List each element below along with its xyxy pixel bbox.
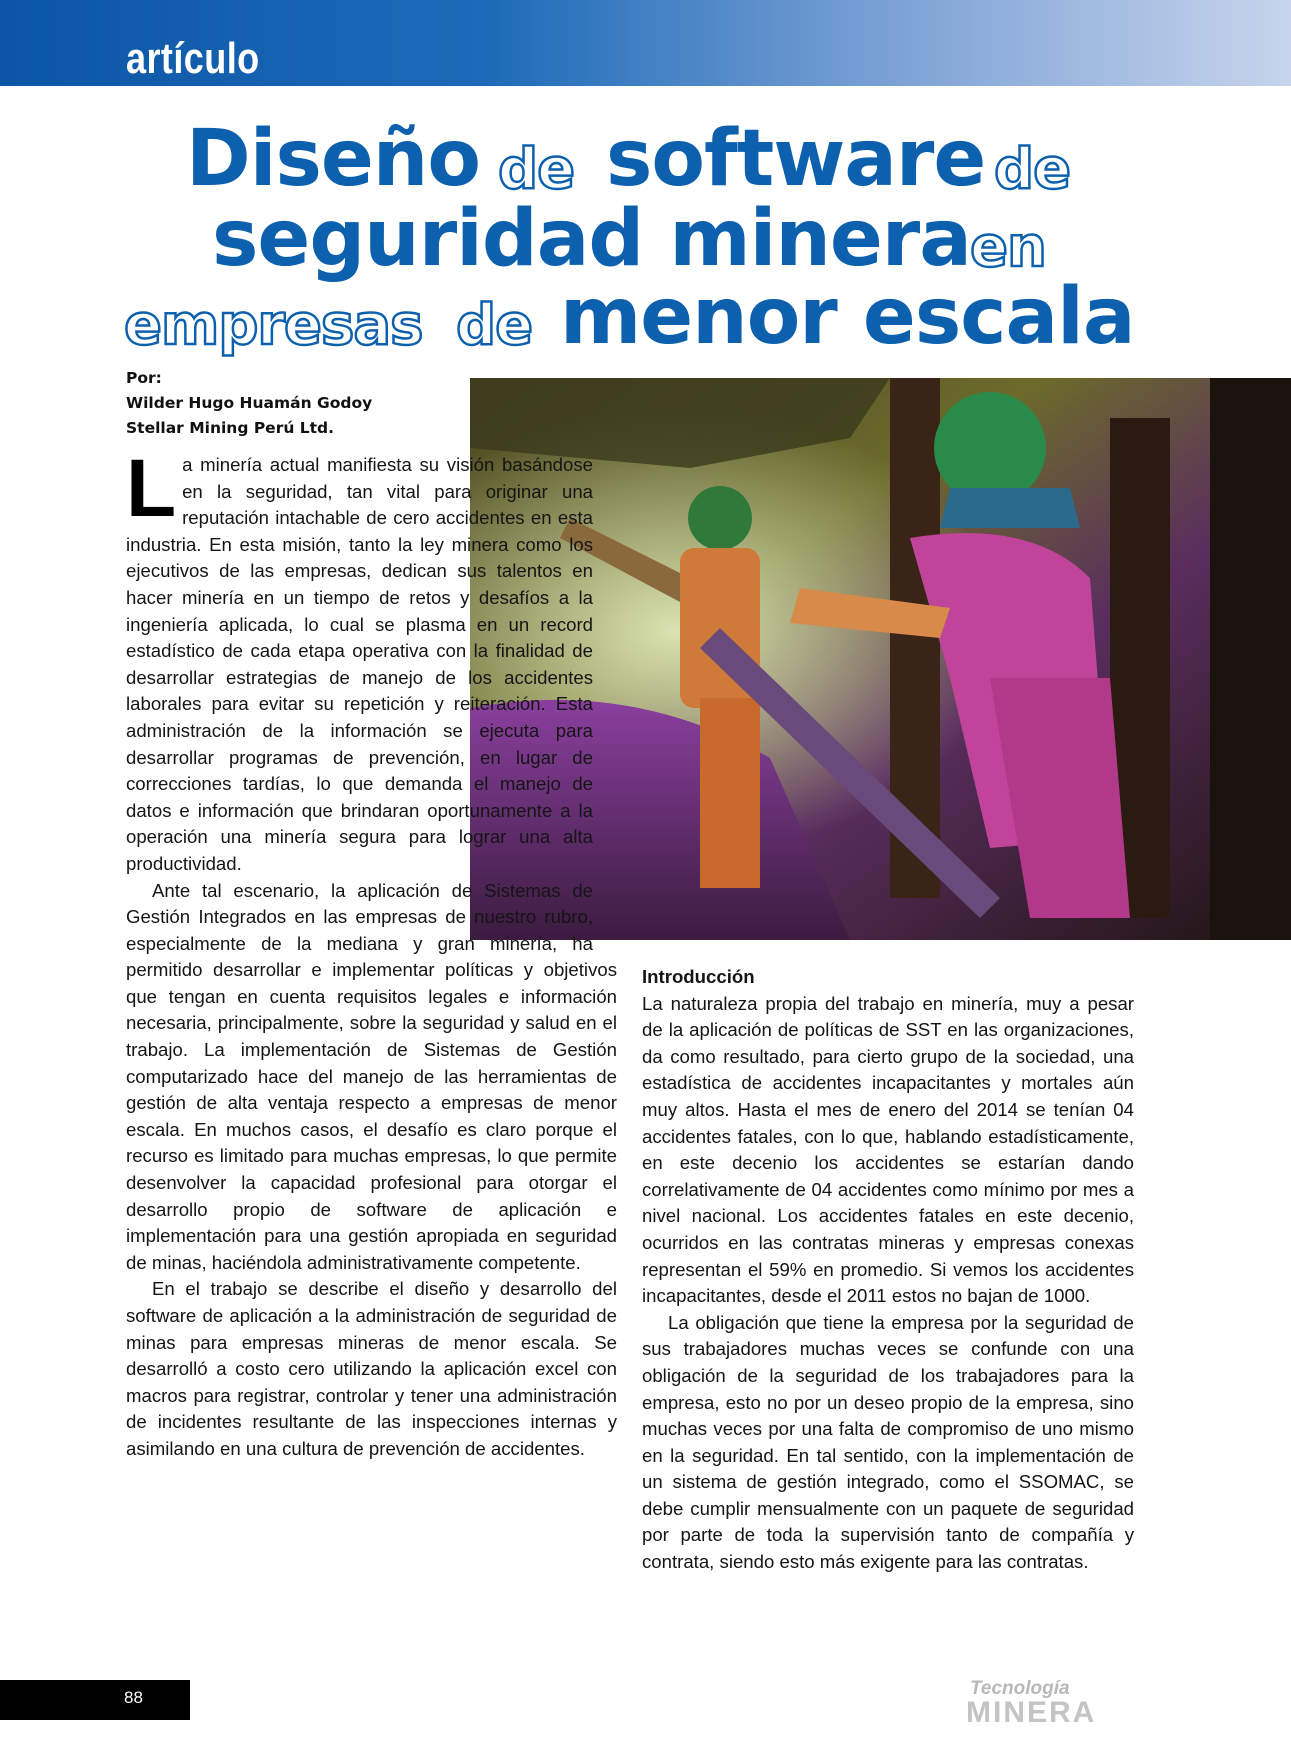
byline-author: Wilder Hugo Huamán Godoy bbox=[126, 394, 373, 412]
intro-paragraph bbox=[126, 443, 617, 878]
paragraph: En el trabajo se describe el diseño y desarrollo del software de aplicación a la administración de seguridad de minas para empresas mineras de menor escala. Se desarrolló a costo cero utilizando la aplicación excel con macros para registrar, controlar y tener una administración de incidentes resultante de las inspecciones internas y asimilando en una cultura de prevención de accidentes. bbox=[126, 1278, 617, 1459]
paragraph: La obligación que tiene la empresa por la seguridad de sus trabajadores muchas veces se confunde con una obligación de la seguridad de los trabajadores para la empresa, esto no por un deseo propio de la empresa, sino muchas veces por una falta de compromiso de uno mismo en la seguridad. En tal sentido, con la implementación de un sistema de gestión integrado, como el SSOMAC, se debe cumplir mensualmente con un paquete de seguridad por parte de toda la supervisión tanto de compañía y contrata, siendo esto más exigente para las contratas. bbox=[642, 1311, 1134, 1573]
footer-bar bbox=[0, 1680, 190, 1720]
paragraph: Ante tal escenario, la aplicación de Sistemas de Gestión Integrados en las empresas de nuestro rubro, especialmente de la mediana y gran minería, ha permitido desarrollar e implementar políticas y objetivos que tengan en cuenta requisitos legales e información necesaria, principalmente, sobre la seguridad y salud en el trabajo. La implementación de Sistemas de Gestión computarizado hace del manejo de las herramientas de gestión de alta ventaja respecto a empresas de menor escala. En muchos casos, el desafío es claro porque el recurso es limitado para muchas empresas, lo que permite desenvolver la capacidad profesional para otorgar el desarrollo propio de software de aplicación e implementación para una gestión apropiada en seguridad de minas, haciéndola administrativamente competente. bbox=[126, 879, 617, 1273]
title-word: de bbox=[456, 293, 533, 358]
magazine-logo bbox=[960, 1676, 1140, 1726]
logo-top-text: Tecnología bbox=[970, 1678, 1070, 1699]
title-word: de bbox=[498, 137, 575, 202]
title-word: menor escala bbox=[560, 272, 1135, 362]
title-word: en bbox=[970, 215, 1046, 280]
right-column bbox=[642, 964, 1134, 1576]
byline bbox=[126, 366, 372, 441]
title-word: empresas bbox=[124, 293, 423, 358]
left-column bbox=[126, 443, 617, 1463]
photo-wrap-spacer bbox=[593, 452, 617, 952]
paragraph-text: a minería actual manifiesta su visión basándose en la seguridad, tan vital para originar una reputación intachable de cero accidentes en esta industria. En esta misión, tanto la ley minera como los ejecutivos de las empresas, dedican sus talentos en hacer minería en un tiempo de retos y desafíos a la ingeniería aplicada, lo cual se plasma en un record estadístico de cada etapa operativa con la finalidad de desarrollar estrategias de manejo de los accidentes laborales para evitar su repetición y reiteración. Esta administración de la información se ejecuta para desarrollar programas de prevención, en lugar de correcciones tardías, lo que demanda el manejo de datos e información que brindaran oportunamente a la operación una minería segura para lograr una alta productividad. bbox=[126, 454, 593, 874]
paragraph: La naturaleza propia del trabajo en minería, muy a pesar de la aplicación de políticas de SST en las organizaciones, da como resultado, para cierto grupo de la sociedad, una estadística de accidentes incapacitantes y mortales aún muy altos. Hasta el mes de enero del 2014 se tenían 04 accidentes fatales, con lo que, hablando estadísticamente, en este decenio los accidentes se estarían dando correlativamente de 04 accidentes como mínimo por mes a nivel nacional. Los accidentes fatales en este decenio, ocurridos en las contratas mineras y empresas conexas representan el 59% en promedio. Si vemos los accidentes incapacitantes, desde el 2011 estos no bajan de 1000. bbox=[642, 992, 1134, 1307]
logo-bottom-text: MINERA bbox=[966, 1696, 1097, 1726]
dropcap: L bbox=[126, 443, 177, 534]
title-word: Diseño bbox=[186, 114, 480, 204]
title-word: software bbox=[606, 114, 986, 204]
byline-company: Stellar Mining Perú Ltd. bbox=[126, 419, 335, 437]
page-number: 88 bbox=[124, 1688, 143, 1707]
section-heading: Introducción bbox=[642, 966, 755, 987]
section-label: artículo bbox=[126, 34, 260, 83]
title-word: de bbox=[994, 137, 1071, 202]
byline-label: Por: bbox=[126, 369, 162, 387]
title-word: seguridad minera bbox=[212, 194, 971, 284]
